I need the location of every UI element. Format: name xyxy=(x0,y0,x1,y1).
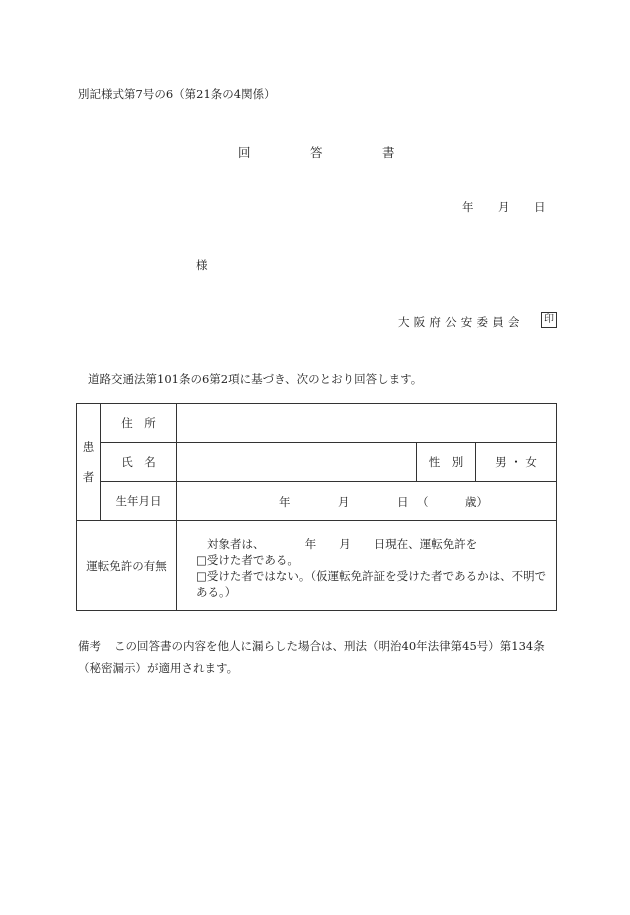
dob-year: 年 xyxy=(279,495,291,509)
addressee-suffix: 様 xyxy=(196,258,208,272)
name-field[interactable] xyxy=(177,443,417,482)
patient-label: 患 者 xyxy=(77,404,101,521)
title-char-3: 書 xyxy=(382,145,395,160)
license-line-2: □受けた者である。 xyxy=(196,552,299,567)
remark-text: この回答書の内容を他人に漏らした場合は、刑法（明治40年法律第45号）第134条（秘密漏示）が適用されます。 xyxy=(78,639,545,675)
remark-heading: 備考 xyxy=(78,639,101,653)
dob-age: 歳） xyxy=(465,495,488,509)
dob-day: 日 xyxy=(397,495,409,509)
seal-mark: 印 xyxy=(541,312,557,328)
license-line-3: □受けた者ではない。（仮運転免許証を受けた者であるかは、不明である。） xyxy=(196,568,547,599)
dob-field[interactable] xyxy=(177,482,557,521)
date-month-label: 月 xyxy=(498,200,510,214)
intro-text: 道路交通法第101条の6第2項に基づき、次のとおり回答します。 xyxy=(88,372,423,386)
issuer-name: 大阪府公安委員会 xyxy=(398,315,524,329)
license-label: 運転免許の有無 xyxy=(77,521,177,611)
title-char-2: 答 xyxy=(310,145,323,160)
name-label: 氏 名 xyxy=(101,443,177,482)
dob-label: 生年月日 xyxy=(101,482,177,521)
address-label: 住 所 xyxy=(101,404,177,443)
dob-paren: （ xyxy=(417,495,429,509)
answer-table xyxy=(76,403,557,611)
date-day-label: 日 xyxy=(534,200,546,214)
license-field[interactable] xyxy=(177,521,557,611)
title-char-1: 回 xyxy=(238,145,251,160)
form-number: 別記様式第7号の6（第21条の4関係） xyxy=(78,87,276,101)
date-year-label: 年 xyxy=(462,200,474,214)
remark xyxy=(78,635,558,679)
address-field[interactable] xyxy=(177,404,557,443)
license-line-1: 対象者は、 年 月 日現在、運転免許を xyxy=(207,536,478,551)
dob-month: 月 xyxy=(338,495,350,509)
sex-options[interactable]: 男 ・ 女 xyxy=(476,443,557,482)
sex-label: 性 別 xyxy=(417,443,476,482)
